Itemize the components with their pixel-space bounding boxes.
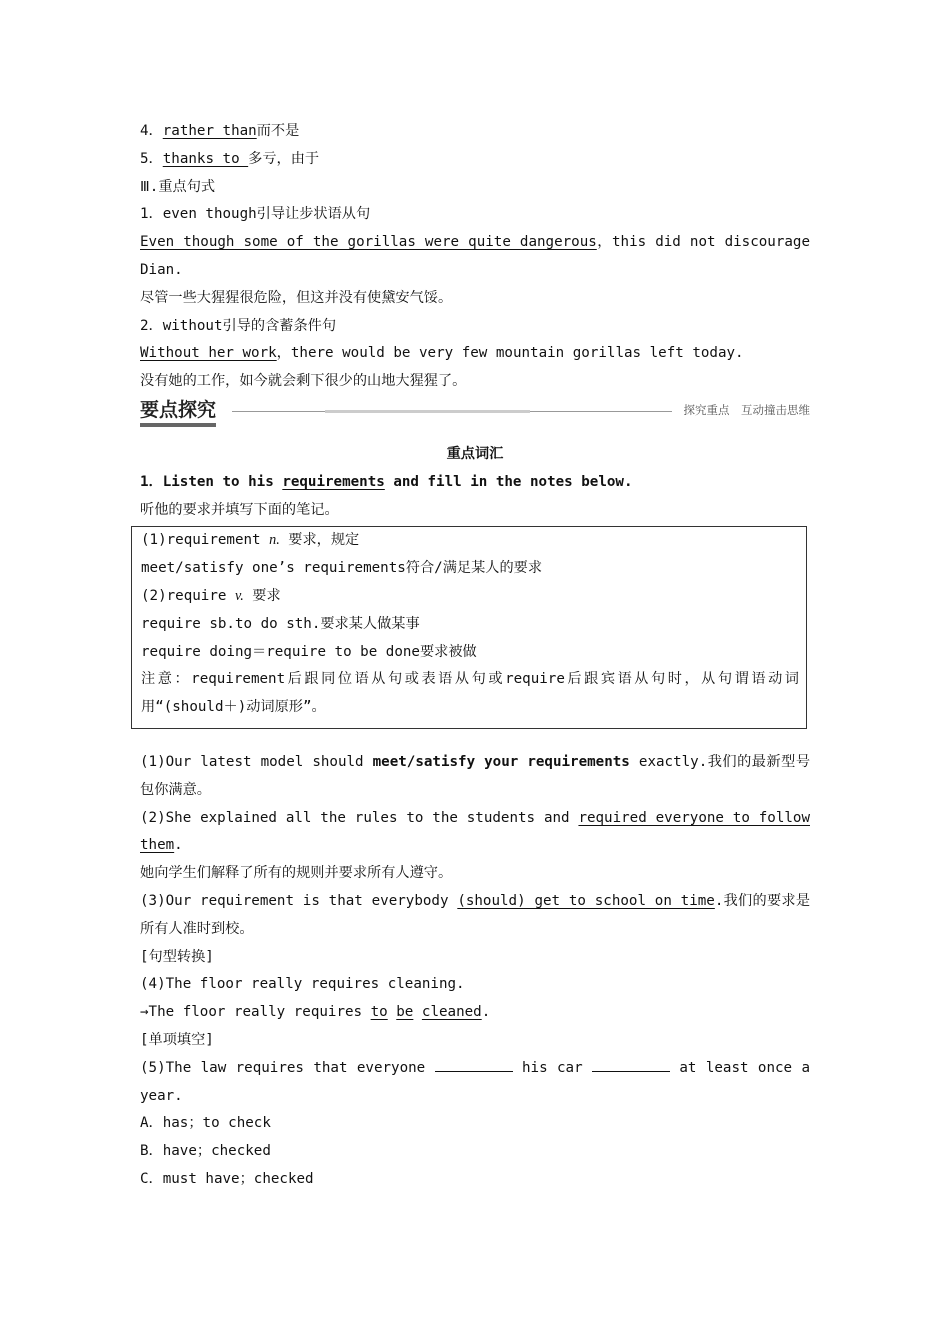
- pattern-1-title: 1．even though引导让步状语从句: [140, 206, 371, 223]
- option-a[interactable]: A．has；to check: [140, 1115, 271, 1132]
- choice-heading: [单项填空]: [140, 1031, 214, 1048]
- example-1: (1)Our latest model should meet/satisfy your requirements exactly.我们的最新型号包你满意。: [140, 753, 811, 798]
- vocab-heading: 重点词汇: [446, 445, 504, 462]
- example-2: (2)She explained all the rules to the students and required everyone to follow them.: [140, 809, 810, 854]
- pattern-1-example: Even though some of the gorillas were quite dangerous，this did not discourage Dian.: [140, 234, 810, 278]
- note-line-5: require doing＝require to be done要求被做: [141, 643, 477, 660]
- option-b[interactable]: B．have；checked: [140, 1143, 271, 1160]
- section-divider-accent: [325, 410, 530, 413]
- note-line-1: (1)requirement n. 要求，规定: [141, 532, 360, 549]
- pattern-2-title: 2．without引导的含蓄条件句: [140, 317, 337, 334]
- phrase-4-term: rather than: [162, 123, 257, 139]
- blank-2[interactable]: [592, 1057, 670, 1072]
- note-line-3: (2)require v. 要求: [141, 587, 281, 604]
- phrase-4: 4．rather than而不是: [140, 123, 300, 139]
- example-5: (5)The law requires that everyone his car at least once a year.: [140, 1055, 810, 1111]
- section-title: 要点探究: [140, 398, 216, 427]
- option-c[interactable]: C．must have；checked: [140, 1170, 314, 1187]
- phrase-5: 5．thanks to 多亏，由于: [140, 150, 320, 167]
- pattern-1-translation: 尽管一些大猩猩很危险，但这并没有使黛安气馁。: [140, 289, 453, 306]
- phrase-5-term: thanks to: [162, 150, 249, 167]
- pattern-2-example: Without her work，there would be very few mountain gorillas left today.: [140, 345, 744, 362]
- note-line-6: 注意：requirement后跟同位语从句或表语从句或require后跟宾语从句时，从句谓语动词用“(should＋)动词原形”。: [141, 671, 799, 716]
- notes-box: [131, 526, 807, 729]
- example-3: (3)Our requirement is that everybody (should) get to school on time.我们的要求是所有人准时到校。: [140, 892, 811, 937]
- transform-heading: [句型转换]: [140, 948, 214, 965]
- example-4-answer: →The floor really requires to be cleaned.: [140, 1004, 491, 1021]
- vocab-item-1-translation: 听他的要求并填写下面的笔记。: [140, 501, 339, 518]
- blank-1[interactable]: [435, 1057, 513, 1072]
- pattern-2-translation: 没有她的工作，如今就会剩下很少的山地大猩猩了。: [140, 373, 467, 390]
- note-line-4: require sb.to do sth.要求某人做某事: [141, 615, 420, 632]
- document-page: [140, 118, 810, 1194]
- vocab-item-1: 1．Listen to his requirements and fill in the notes below.: [140, 473, 633, 490]
- note-line-2: meet/satisfy one’s requirements符合/满足某人的要求: [141, 560, 543, 577]
- section-banner: [140, 398, 810, 432]
- section-tag: 探究重点 互动撞击思维: [683, 402, 810, 417]
- example-4: (4)The floor really requires cleaning.: [140, 976, 465, 993]
- example-2-translation: 她向学生们解释了所有的规则并要求所有人遵守。: [140, 865, 453, 882]
- patterns-heading: Ⅲ.重点句式: [140, 178, 216, 195]
